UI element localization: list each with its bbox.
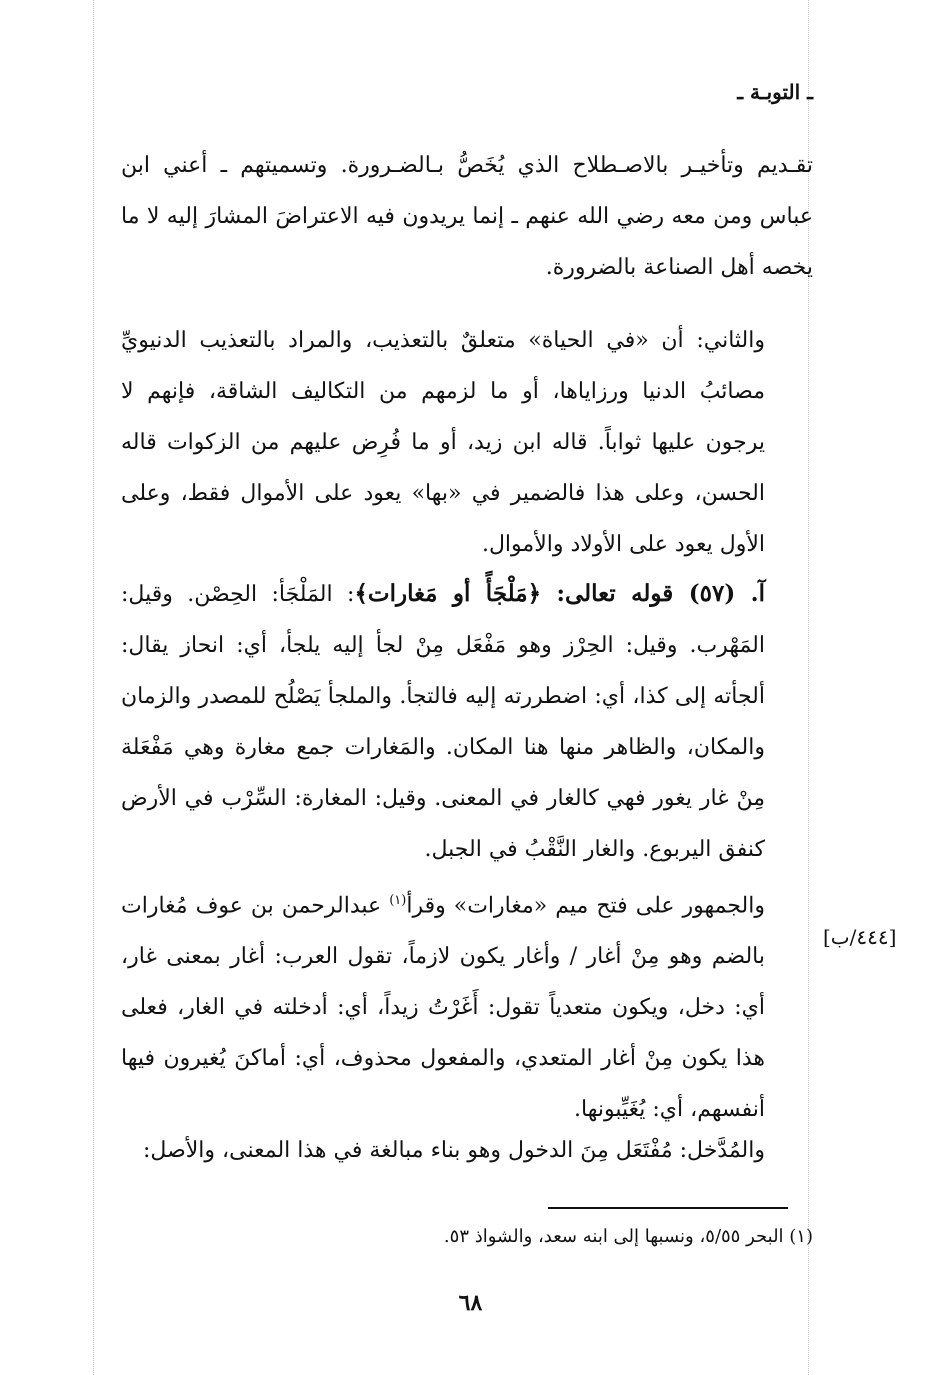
paragraph-4-text [121, 875, 813, 1135]
paragraph-4-part-b: عبدالرحمن بن عوف مُغارات بالضم وهو مِنْ أغار / وأغار يكون لازماً، تقول العرب: أغار بمعنى غار، أي: دخل، ويكون متعدياً تقول: أَغَرْتُ زيداً، أي: أدخلته في الغار، فعلى هذا يكون مِنْ أغار المتعدي، والمفعول محذوف، أي: أماكنَ يُغيرون فيها أنفسهم، أي: يُغَيِّبونها. [121, 893, 765, 1123]
paragraph-2-text: والثاني: أن «في الحياة» متعلقٌ بالتعذيب، والمراد بالتعذيب الدنيويِّ مصائبُ الدنيا ورزاياها، أو ما لزمهم من التكاليف الشاقة، فإنهم لا يرجون عليها ثواباً. قاله ابن زيد، أو ما فُرِض عليهم من الزكوات قاله الحسن، وعلى هذا فالضمير في «بها» يعود على الأموال فقط، وعلى الأول يعود على الأولاد والأموال. [121, 328, 765, 557]
quran-verse: ﴿مَلْجَأً أو مَغارات﴾ [354, 580, 542, 607]
page-number: ٦٨ [458, 1290, 483, 1316]
paragraph-1-text: تقـديم وتأخيـر بالاصـطلاح الذي يُخَصُّ بـالضـرورة. وتسميتهم ـ أعني ابن عباس ومن معه رضي الله عنهم ـ إنما يريدون فيه الاعتراضَ المشارَ إليه لا ما يخصه أهل الصناعة بالضرورة. [121, 153, 813, 280]
footnote-divider [548, 1207, 788, 1209]
manuscript-folio-note: [٤٤٤/ب] [823, 925, 897, 949]
paragraph-3-text [121, 568, 813, 875]
footnote-reference[interactable]: (١) [389, 893, 407, 908]
running-title: ـ التوبـة ـ [737, 80, 813, 104]
verse-commentary: : المَلْجَأ: الحِصْن. وقيل: المَهْرب. وقيل: الحِرْز وهو مَفْعَل مِنْ لجأ إليه يلجأ، أي: انحاز يقال: ألجأته إلى كذا، أي: اضطررته إليه فالتجأ. والملجأ يَصْلُح للمصدر والزمان والمكان، والظاهر منها هنا المكان. والمَغارات جمع مغارة وهي مَفْعَلة مِنْ غار يغور فهي كالغار في المعنى. وقيل: المغارة: السِّرْب في الأرض كنفق اليربوع. والغار النَّقْبُ في الجبل. [121, 582, 765, 862]
paragraph-1 [121, 140, 813, 293]
paragraph-5-text: والمُدَّخل: مُفْتَعَل مِنَ الدخول وهو بناء مبالغة في هذا المعنى، والأصل: [143, 1138, 765, 1163]
left-margin-guide [93, 0, 94, 1375]
paragraph-5 [121, 1125, 813, 1176]
paragraph-4-part-a: والجمهور على فتح ميم «مغارات» وقرأ [406, 893, 766, 919]
paragraph-2 [121, 315, 813, 570]
paragraph-4 [121, 875, 813, 1135]
footnote: (١) البحر ٥/٥٥، ونسبها إلى ابنه سعد، والشواذ ٥٣. [443, 1226, 813, 1247]
paragraph-3 [121, 568, 813, 875]
verse-lead: آ. (٥٧) قوله تعالى: [541, 580, 766, 607]
